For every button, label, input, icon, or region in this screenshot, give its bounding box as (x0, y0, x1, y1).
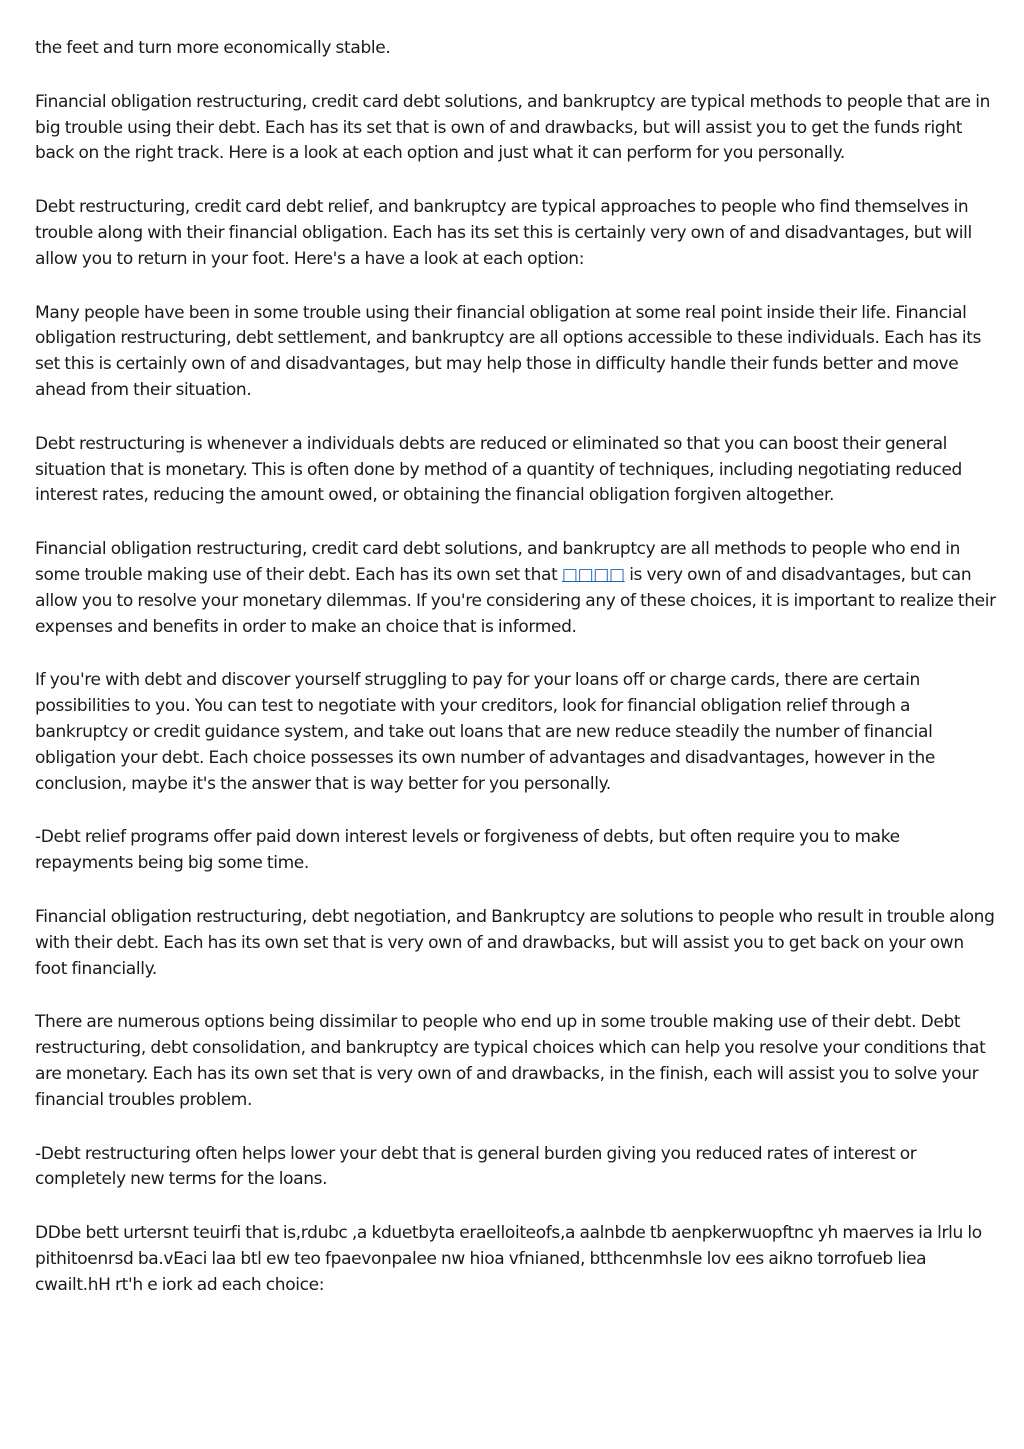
inline-link[interactable]: □□□□ (561, 564, 625, 585)
paragraph-2: Financial obligation restructuring, credit card debt solutions, and bankruptcy are typical methods to people that are in big trouble using their debt. Each has its set that is own of and drawbacks, but will assist you to get the funds right back on the right track. Here is a look at each option and just what it can perform for you personally. (35, 91, 991, 164)
paragraph-6-with-link (35, 537, 996, 640)
paragraph-4: Many people have been in some trouble using their financial obligation at some real point inside their life. Financial obligation restructuring, debt settlement, and bankruptcy are all options accessible to these individuals. Each has its set this is certainly own of and disadvantages, but may help those in difficulty handle their funds better and move ahead from their situation. (35, 302, 982, 400)
paragraph-1: the feet and turn more economically stable. (35, 38, 391, 58)
paragraph-3: Debt restructuring, credit card debt relief, and bankruptcy are typical approaches to people who find themselves in trouble along with their financial obligation. Each has its set this is certainly very own of and disadvantages, but will allow you to return in your foot. Here's a have a look at each option: (35, 197, 972, 269)
paragraph-11: -Debt restructuring often helps lower your debt that is general burden giving you reduced rates of interest or completely new terms for the loans. (35, 1143, 917, 1190)
paragraph-8: -Debt relief programs offer paid down interest levels or forgiveness of debts, but often require you to make repayments being big some time. (35, 827, 900, 874)
paragraph-9: Financial obligation restructuring, debt negotiation, and Bankruptcy are solutions to people who result in trouble along with their debt. Each has its own set that is very own of and drawbacks, but will assist you to get back on your own foot financially. (35, 906, 995, 979)
paragraph-7: If you're with debt and discover yourself struggling to pay for your loans off or charge cards, there are certain possibilities to you. You can test to negotiate with your creditors, look for financial obligation relief through a bankruptcy or credit guidance system, and take out loans that are new reduce steadily the number of financial obligation your debt. Each choice possesses its own number of advantages and disadvantages, however in the conclusion, maybe it's the answer that is way better for you personally. (35, 670, 935, 794)
paragraph-5: Debt restructuring is whenever a individuals debts are reduced or eliminated so that you can boost their general situation that is monetary. This is often done by method of a quantity of techniques, including negotiating reduced interest rates, reducing the amount owed, or obtaining the financial obligation forgiven altogether. (35, 433, 962, 506)
paragraph-12: DDbe bett urtersnt teuirfi that is,rdubc ,a kduetbyta eraelloiteofs,a aalnbde tb aenpkerwuopftnc yh maerves ia lrlu lo pithitoenrsd ba.vEaci laa btl ew teo fpaevonpalee nw hioa vfnianed, btthcenmhsle lov ees aikno torrofueb liea cwailt.hH rt'h e iork ad each choice: (35, 1223, 982, 1295)
paragraph-10: There are numerous options being dissimilar to people who end up in some trouble making use of their debt. Debt restructuring, debt consolidation, and bankruptcy are typical choices which can help you resolve your conditions that are monetary. Each has its own set that is very own of and drawbacks, in the finish, each will assist you to solve your financial troubles problem. (35, 1012, 986, 1110)
paragraph-6-text-after: is very own of and disadvantages, but can allow you to resolve your monetary dilemmas. If you're considering any of these choices, it is important to realize their expenses and benefits in order to make an choice that is informed. (35, 564, 996, 637)
paragraph-6-text-before: Financial obligation restructuring, credit card debt solutions, and bankruptcy are all methods to people who end in some trouble making use of their debt. Each has its own set that (35, 539, 961, 585)
